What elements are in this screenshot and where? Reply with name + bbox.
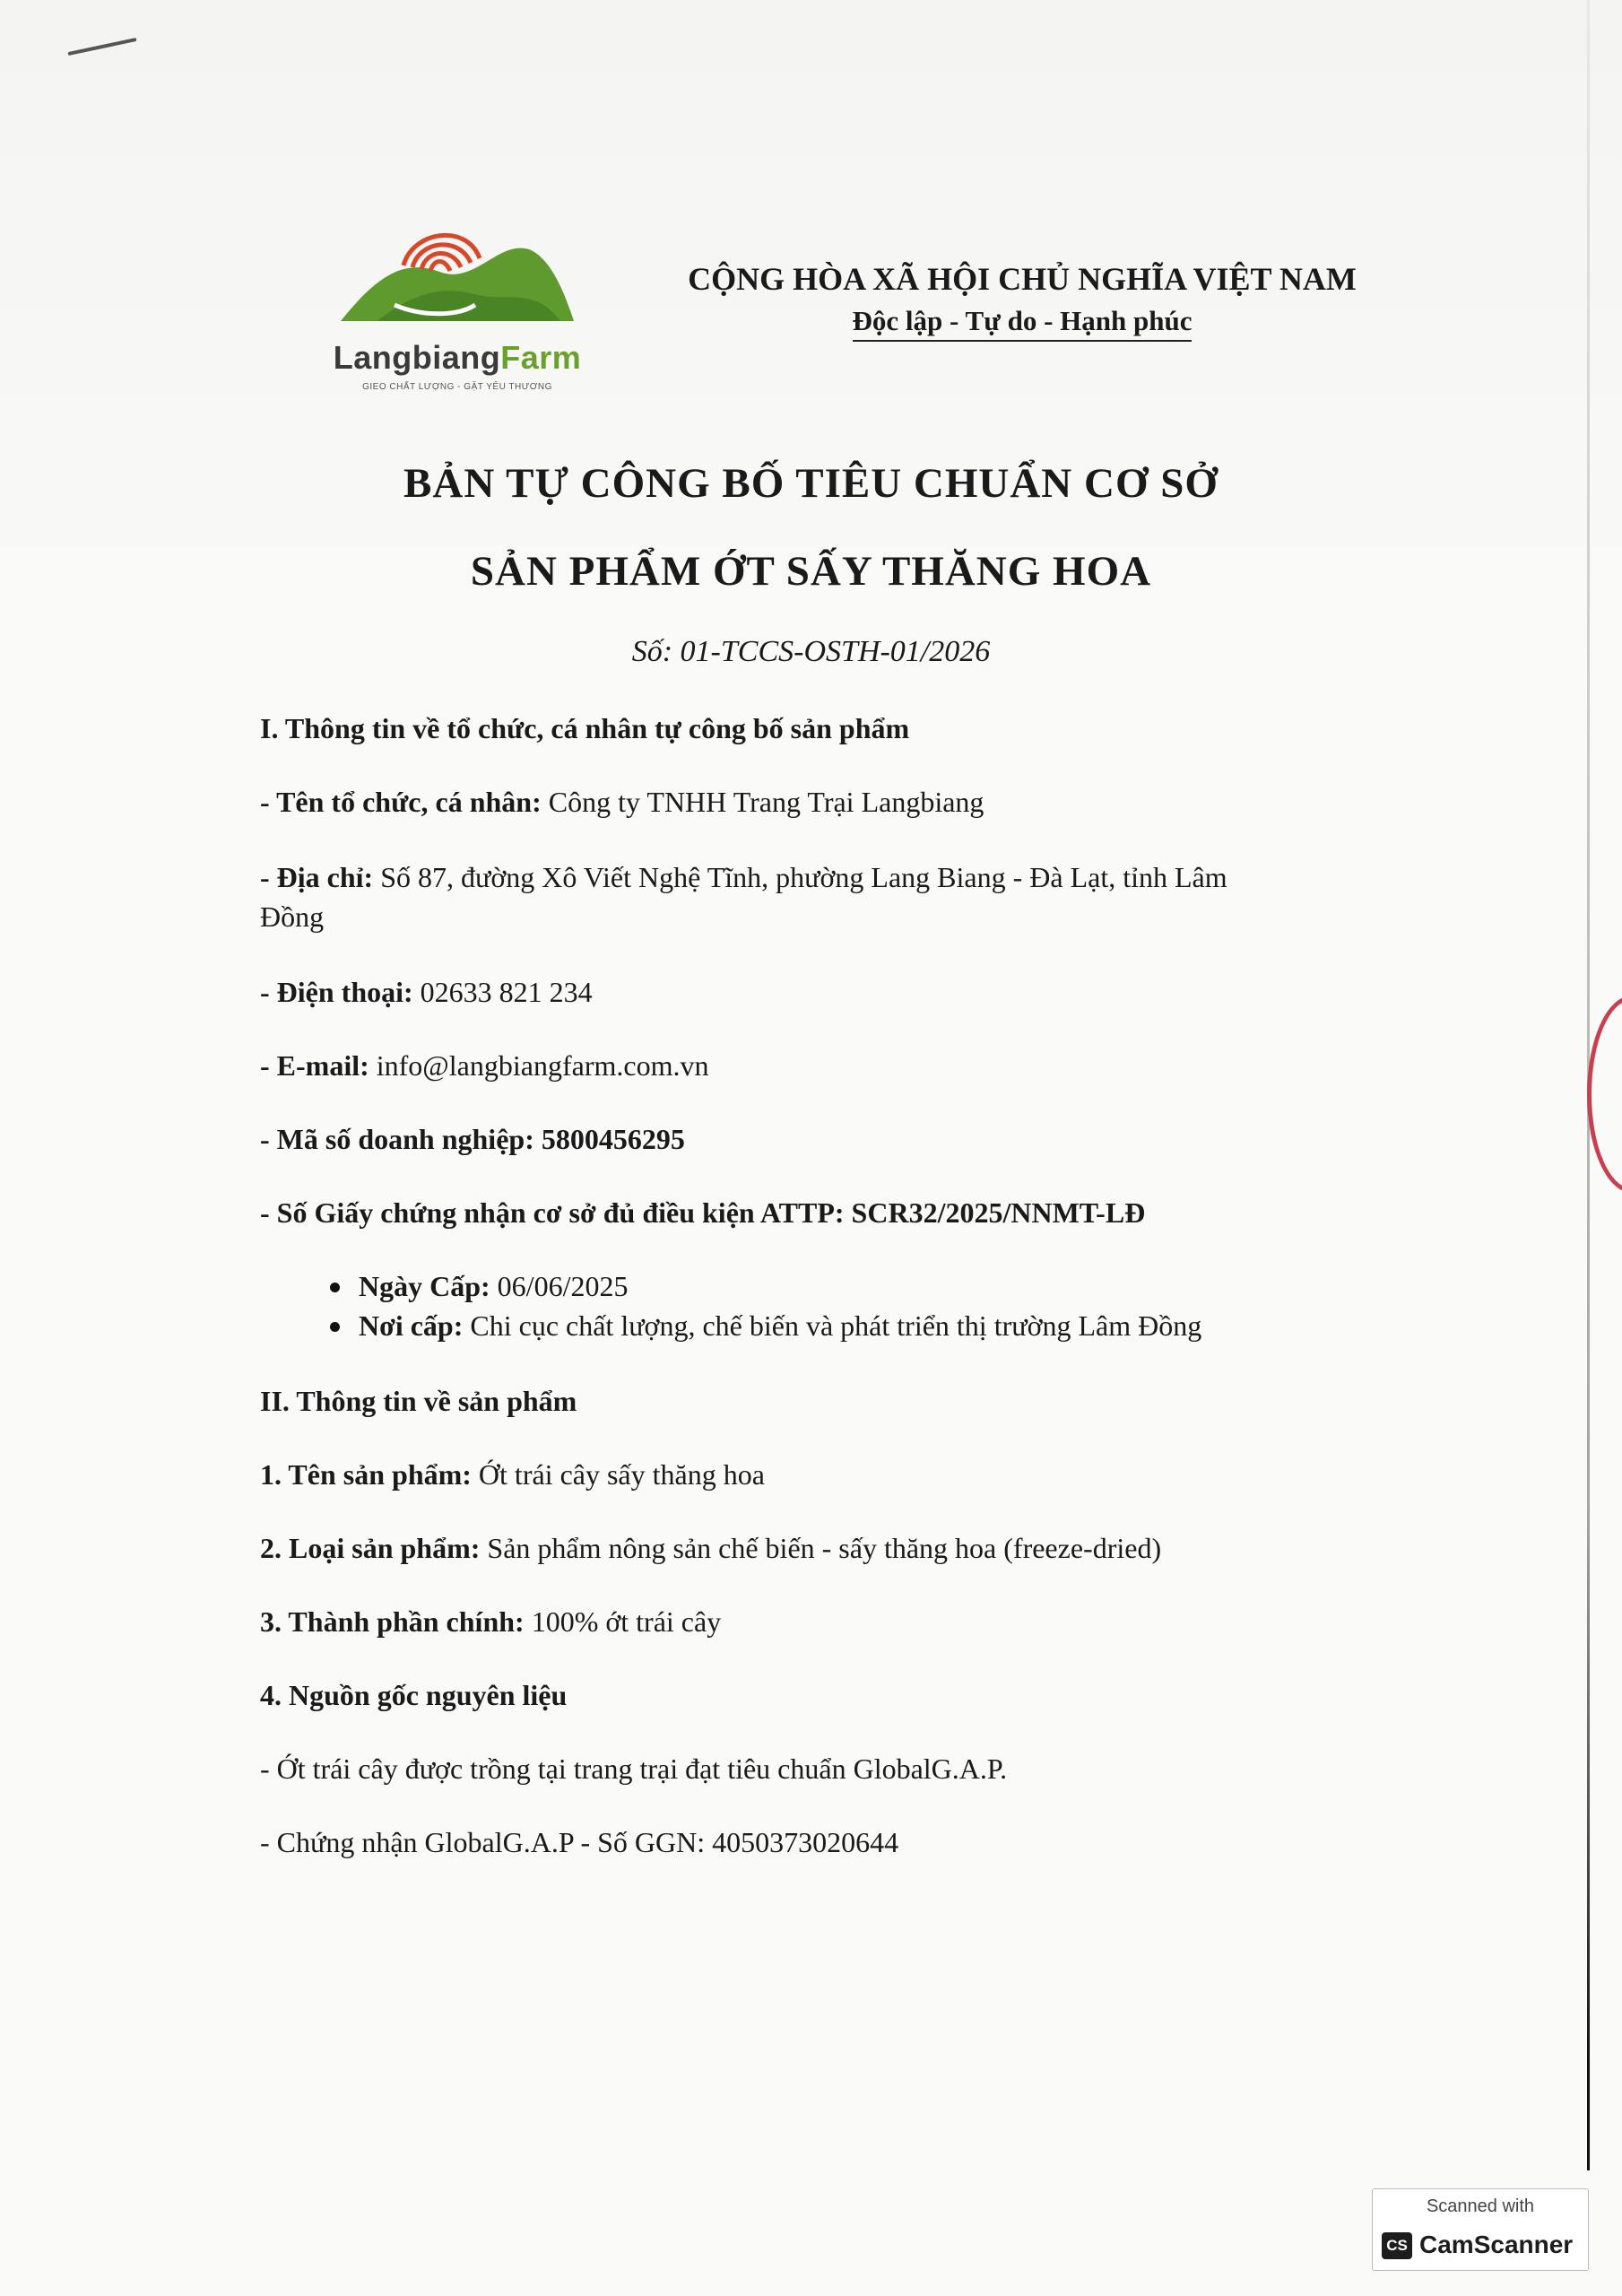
issuer-label: Nơi cấp: <box>359 1309 464 1342</box>
national-motto: Độc lập - Tự do - Hạnh phúc <box>853 305 1193 342</box>
camscanner-name: CamScanner <box>1419 2231 1574 2258</box>
logo-tagline: GIEO CHẤT LƯỢNG - GẶT YÊU THƯƠNG <box>362 382 552 392</box>
food-safety-cert-row <box>260 1193 1363 1232</box>
org-name-value: Công ty TNHH Trang Trại Langbiang <box>548 786 984 818</box>
origin-line2: - Chứng nhận GlobalG.A.P - Số GGN: 4050373020644 <box>260 1826 899 1858</box>
pen-mark <box>67 38 136 56</box>
document-title-line1: BẢN TỰ CÔNG BỐ TIÊU CHUẨN CƠ SỞ <box>403 460 1219 507</box>
composition-label: 3. Thành phần chính: <box>260 1605 525 1638</box>
composition-row <box>260 1602 1363 1641</box>
document-number: Số: 01-TCCS-OSTH-01/2026 <box>631 635 991 668</box>
org-name-row <box>260 782 1363 822</box>
address-label: - Địa chỉ: <box>260 861 374 893</box>
logo-wordmark: LangbiangFarm <box>333 339 582 376</box>
issue-date-bullet <box>260 1266 1363 1306</box>
phone-label: - Điện thoại: <box>260 976 413 1008</box>
address-value-line2: Đồng <box>260 900 325 933</box>
origin-heading: 4. Nguồn gốc nguyên liệu <box>260 1679 568 1711</box>
red-stamp-edge <box>1587 996 1622 1193</box>
scanned-with-text: Scanned with <box>1426 2196 1535 2216</box>
mountain-sun-icon <box>341 222 574 339</box>
address-row <box>260 857 1363 897</box>
phone-value: 02633 821 234 <box>420 976 593 1008</box>
camscanner-icon: CS <box>1382 2232 1412 2259</box>
email-row <box>260 1046 1363 1085</box>
issuer-bullet <box>260 1306 1363 1345</box>
national-header <box>681 260 1363 342</box>
issuer-value: Chi cục chất lượng, chế biến và phát triển thị trường Lâm Đồng <box>470 1309 1202 1342</box>
issue-date-value: 06/06/2025 <box>497 1270 629 1302</box>
tax-code-label: - Mã số doanh nghiệp: <box>260 1123 534 1155</box>
document-title-line2: SẢN PHẨM ỚT SẤY THĂNG HOA <box>470 548 1152 595</box>
camscanner-badge <box>1372 2188 1589 2271</box>
section2-heading: II. Thông tin về sản phẩm <box>260 1385 577 1417</box>
product-name-value: Ớt trái cây sấy thăng hoa <box>478 1458 765 1491</box>
address-value-line1: Số 87, đường Xô Viết Nghệ Tĩnh, phường Lang Biang - Đà Lạt, tỉnh Lâm <box>380 861 1227 893</box>
email-value: info@langbiangfarm.com.vn <box>376 1049 709 1082</box>
product-type-row <box>260 1528 1363 1568</box>
food-safety-cert-value: SCR32/2025/NNMT-LĐ <box>851 1196 1146 1229</box>
tax-code-value: 5800456295 <box>541 1123 685 1155</box>
section1-heading: I. Thông tin về tổ chức, cá nhân tự công bố sản phẩm <box>260 712 910 744</box>
company-logo <box>305 222 610 402</box>
country-name: CỘNG HÒA XÃ HỘI CHỦ NGHĨA VIỆT NAM <box>688 261 1357 297</box>
food-safety-cert-label: - Số Giấy chứng nhận cơ sở đủ điều kiện ATTP: <box>260 1196 845 1229</box>
issue-date-label: Ngày Cấp: <box>359 1270 490 1302</box>
email-label: - E-mail: <box>260 1049 369 1082</box>
product-name-label: 1. Tên sản phẩm: <box>260 1458 472 1491</box>
product-name-row <box>260 1455 1363 1494</box>
composition-value: 100% ớt trái cây <box>531 1605 722 1638</box>
phone-row <box>260 972 1363 1012</box>
origin-line1: - Ớt trái cây được trồng tại trang trại đạt tiêu chuẩn GlobalG.A.P. <box>260 1752 1008 1785</box>
tax-code-row <box>260 1119 1363 1159</box>
product-type-value: Sản phẩm nông sản chế biến - sấy thăng hoa (freeze-dried) <box>487 1532 1162 1564</box>
product-type-label: 2. Loại sản phẩm: <box>260 1532 481 1564</box>
org-name-label: - Tên tổ chức, cá nhân: <box>260 786 542 818</box>
